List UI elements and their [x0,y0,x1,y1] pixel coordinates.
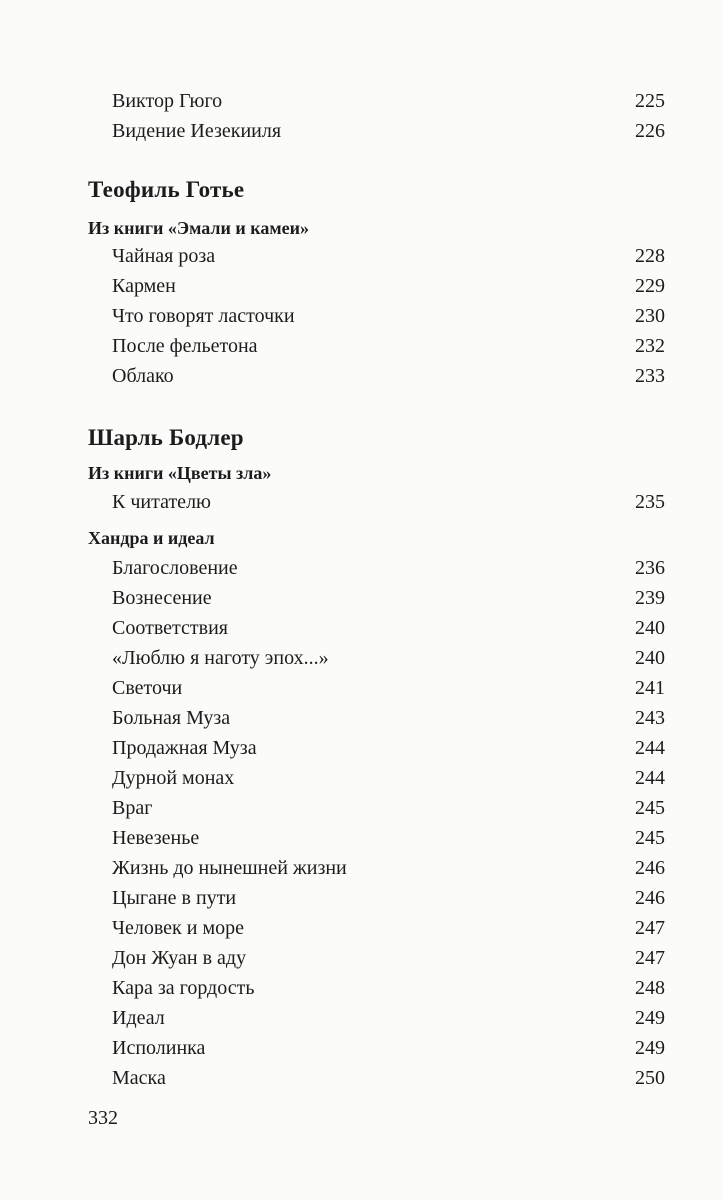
entry-title: Цыгане в пути [112,887,237,909]
entry-page-number: 228 [635,245,665,267]
toc-entry [112,361,665,391]
entry-page-number: 248 [635,977,665,999]
entry-title: Облако [112,365,174,387]
toc-entry [112,271,665,301]
entry-page-number: 240 [635,647,665,669]
entry-page-number: 249 [635,1037,665,1059]
entry-page-number: 245 [635,827,665,849]
entry-title: Больная Муза [112,707,231,729]
entry-page-number: 244 [635,767,665,789]
entry-title: Чайная роза [112,245,216,267]
toc-entry [112,673,665,703]
entry-title: Видение Иезекииля [112,120,282,142]
toc-entry [112,913,665,943]
toc-entry [112,733,665,763]
entry-title: К читателю [112,491,211,513]
entry-page-number: 240 [635,617,665,639]
toc-entry [112,703,665,733]
entry-page-number: 249 [635,1007,665,1029]
toc-entry [112,883,665,913]
toc-entry [112,943,665,973]
entry-page-number: 232 [635,335,665,357]
entry-title: Вознесение [112,587,212,609]
toc-entry [112,823,665,853]
entry-page-number: 247 [635,917,665,939]
toc-entry [112,1063,665,1093]
toc-entry [112,331,665,361]
entry-page-number: 241 [635,677,665,699]
entry-title: Исполинка [112,1037,206,1059]
entry-title: Жизнь до нынешней жизни [112,857,347,879]
toc-entry [112,487,665,517]
entry-page-number: 245 [635,797,665,819]
toc-entry [112,1003,665,1033]
toc-entry [112,643,665,673]
toc-entry [112,553,665,583]
page-number-folio: 332 [88,1107,118,1129]
toc-entry [112,973,665,1003]
book-heading-gautier: Из книги «Эмали и камеи» [88,218,309,238]
toc-entry [112,763,665,793]
toc-entry [112,116,665,146]
author-heading-gautier: Теофиль Готье [88,177,245,202]
entry-page-number: 246 [635,887,665,909]
entry-page-number: 229 [635,275,665,297]
entry-page-number: 247 [635,947,665,969]
entry-title: Человек и море [112,917,245,939]
book-heading-baudelaire: Из книги «Цветы зла» [88,463,272,483]
entry-page-number: 235 [635,491,665,513]
entry-title: Идеал [112,1007,165,1029]
entry-title: После фельетона [112,335,258,357]
entry-page-number: 239 [635,587,665,609]
cycle-heading: Хандра и идеал [88,528,215,548]
toc-entry [112,241,665,271]
entry-page-number: 244 [635,737,665,759]
author-heading-baudelaire: Шарль Бодлер [88,425,244,450]
entry-title: Невезенье [112,827,200,849]
entry-title: Благословение [112,557,238,579]
toc-entry [112,86,665,116]
entry-page-number: 250 [635,1067,665,1089]
entry-title: Что говорят ласточки [112,305,295,327]
entry-title: Маска [112,1067,166,1089]
toc-entry [112,853,665,883]
entry-title: Дурной монах [112,767,235,789]
entry-title: Продажная Муза [112,737,257,759]
entry-title: Светочи [112,677,183,699]
entry-title: Виктор Гюго [112,90,223,112]
entry-page-number: 246 [635,857,665,879]
toc-entry [112,583,665,613]
entry-page-number: 233 [635,365,665,387]
entry-title: Дон Жуан в аду [112,947,247,969]
toc-entry [112,1033,665,1063]
toc-entry [112,613,665,643]
entry-page-number: 230 [635,305,665,327]
entry-page-number: 226 [635,120,665,142]
entry-page-number: 236 [635,557,665,579]
entry-title: Кармен [112,275,176,297]
toc-entry [112,301,665,331]
entry-title: Враг [112,797,153,819]
entry-page-number: 225 [635,90,665,112]
entry-title: Кара за гордость [112,977,255,999]
entry-title: «Люблю я наготу эпох...» [112,647,329,669]
toc-entry [112,793,665,823]
entry-page-number: 243 [635,707,665,729]
entry-title: Соответствия [112,617,228,639]
